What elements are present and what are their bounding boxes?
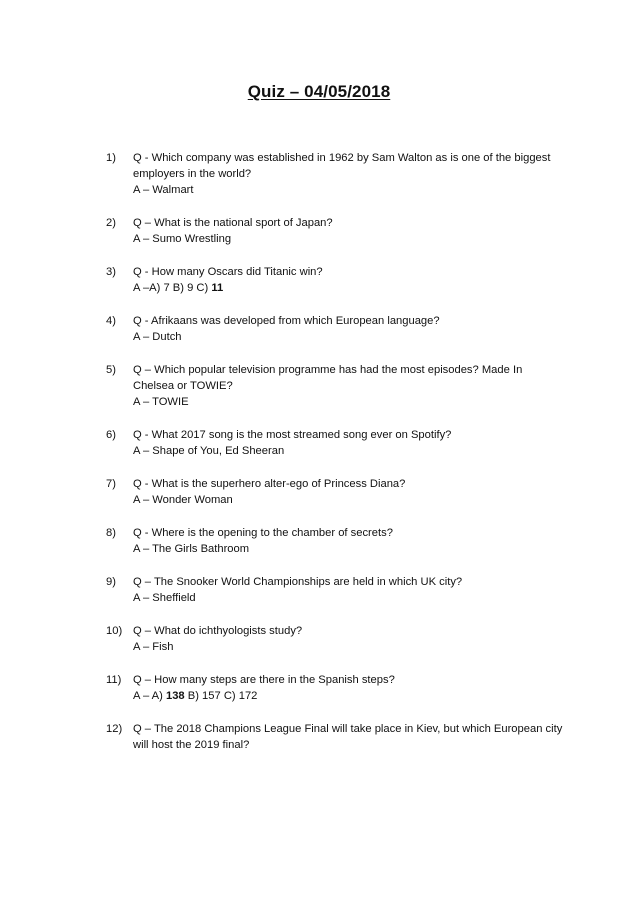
answer-highlight: 138: [165, 690, 185, 702]
question-number: 4): [106, 315, 116, 327]
question-text: Q - Which company was established in 1962 by Sam Walton as is one of the biggest employers in the world?: [133, 152, 551, 180]
question-text: Q - Afrikaans was developed from which European language?: [133, 315, 440, 327]
question-text: Q - What is the superhero alter-ego of Princess Diana?: [133, 478, 406, 490]
question-list: [0, 150, 638, 770]
question-item: [0, 313, 638, 345]
page-title: Quiz – 04/05/2018: [247, 82, 391, 101]
question-item: [0, 215, 638, 247]
question-text: Q – How many steps are there in the Spanish steps?: [133, 674, 395, 686]
question-number: 2): [106, 217, 116, 229]
question-number: 12): [106, 723, 123, 735]
question-text: Q - What 2017 song is the most streamed song ever on Spotify?: [133, 429, 452, 441]
answer-text: [133, 688, 563, 704]
question-number: 6): [106, 429, 116, 441]
answer-text: A – Fish: [133, 641, 174, 653]
answer-text: A – The Girls Bathroom: [133, 543, 250, 555]
question-item: [0, 476, 638, 508]
answer-text: A – Sumo Wrestling: [133, 233, 232, 245]
question-item: [0, 623, 638, 655]
answer-text: [133, 280, 563, 296]
question-text: Q – The 2018 Champions League Final will take place in Kiev, but which European city will host the 2019 final?: [133, 723, 563, 751]
question-text: Q - Where is the opening to the chamber of secrets?: [133, 527, 393, 539]
answer-suffix: B) 157 C) 172: [184, 690, 258, 702]
question-number: 1): [106, 152, 116, 164]
question-text: Q - How many Oscars did Titanic win?: [133, 266, 323, 278]
question-text: Q – The Snooker World Championships are held in which UK city?: [133, 576, 463, 588]
question-item: [0, 525, 638, 557]
answer-text: A – TOWIE: [133, 396, 189, 408]
question-text: Q – What is the national sport of Japan?: [133, 217, 333, 229]
question-item: [0, 264, 638, 296]
answer-text: A – Walmart: [133, 184, 194, 196]
question-number: 11): [106, 674, 122, 686]
question-number: 3): [106, 266, 116, 278]
answer-text: A – Shape of You, Ed Sheeran: [133, 445, 285, 457]
answer-text: A – Sheffield: [133, 592, 196, 604]
question-item: [0, 574, 638, 606]
answer-highlight: 11: [211, 282, 224, 294]
answer-prefix: A –A) 7 B) 9 C): [133, 282, 212, 294]
question-item: [0, 721, 638, 753]
question-item: [0, 672, 638, 704]
question-number: 9): [106, 576, 116, 588]
question-text: Q – What do ichthyologists study?: [133, 625, 303, 637]
question-number: 8): [106, 527, 116, 539]
question-number: 7): [106, 478, 116, 490]
answer-text: A – Dutch: [133, 331, 182, 343]
question-item: [0, 362, 638, 410]
answer-prefix: A – A): [133, 690, 166, 702]
question-item: [0, 150, 638, 198]
question-number: 10): [106, 625, 123, 637]
question-item: [0, 427, 638, 459]
question-text: Q – Which popular television programme has had the most episodes? Made In Chelsea or TOWIE?: [133, 364, 523, 392]
answer-text: A – Wonder Woman: [133, 494, 233, 506]
question-number: 5): [106, 364, 116, 376]
